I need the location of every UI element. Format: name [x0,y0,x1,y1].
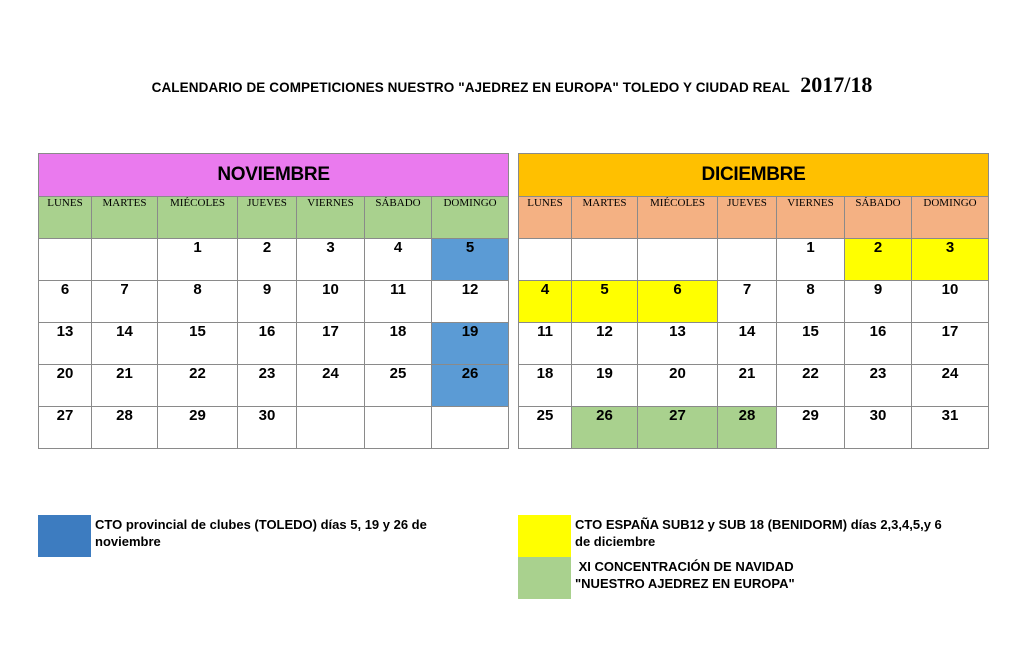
legend-green [518,557,988,599]
day-cell: 29 [158,407,238,449]
day-cell: 14 [718,323,777,365]
day-cell: 21 [92,365,158,407]
empty-day-cell [39,239,92,281]
empty-day-cell [92,239,158,281]
legend-text-yellow: CTO ESPAÑA SUB12 y SUB 18 (BENIDORM) días 2,3,4,5,y 6 de diciembre [575,517,942,549]
day-cell: 20 [39,365,92,407]
day-cell: 23 [845,365,912,407]
week-row [39,281,509,323]
day-cell: 11 [519,323,572,365]
day-cell: 16 [845,323,912,365]
legend-yellow [518,515,988,557]
empty-day-cell [297,407,365,449]
day-cell: 24 [297,365,365,407]
empty-day-cell [432,407,509,449]
day-cell: 8 [158,281,238,323]
weekday-label: VIERNES [297,197,365,239]
day-cell: 11 [365,281,432,323]
day-cell: 25 [519,407,572,449]
legend-swatch-blue [38,515,91,557]
empty-day-cell [718,239,777,281]
day-cell: 26 [432,365,509,407]
day-cell: 15 [777,323,845,365]
day-cell: 18 [365,323,432,365]
empty-day-cell [638,239,718,281]
weekday-label: JUEVES [238,197,297,239]
day-cell: 5 [432,239,509,281]
day-cell: 14 [92,323,158,365]
day-cell: 19 [432,323,509,365]
weekday-label: MARTES [92,197,158,239]
day-cell: 28 [718,407,777,449]
day-cell: 9 [238,281,297,323]
day-cell: 27 [39,407,92,449]
day-cell: 3 [912,239,989,281]
month-header-december: DICIEMBRE [519,154,989,197]
day-cell: 13 [638,323,718,365]
day-cell: 17 [912,323,989,365]
day-cell: 15 [158,323,238,365]
day-cell: 2 [845,239,912,281]
weekday-label: MIÉCOLES [638,197,718,239]
week-row [39,407,509,449]
day-cell: 3 [297,239,365,281]
day-cell: 5 [572,281,638,323]
week-row [519,281,989,323]
title-text: CALENDARIO DE COMPETICIONES NUESTRO "AJEDREZ EN EUROPA" TOLEDO Y CIUDAD REAL [151,80,790,95]
day-cell: 22 [777,365,845,407]
day-cell: 26 [572,407,638,449]
weekday-label: LUNES [39,197,92,239]
week-row [519,407,989,449]
day-cell: 6 [638,281,718,323]
day-cell: 17 [297,323,365,365]
day-cell: 10 [297,281,365,323]
day-cell: 31 [912,407,989,449]
day-cell: 20 [638,365,718,407]
day-cell: 1 [777,239,845,281]
legend-text-green [575,558,975,592]
legend-swatch-green [518,557,571,599]
day-cell: 12 [432,281,509,323]
legend-text-green-line2: "NUESTRO AJEDREZ EN EUROPA" [575,576,795,591]
empty-day-cell [365,407,432,449]
day-cell: 30 [238,407,297,449]
day-cell: 2 [238,239,297,281]
week-row [39,239,509,281]
weekday-label: MIÉCOLES [158,197,238,239]
day-cell: 8 [777,281,845,323]
day-cell: 12 [572,323,638,365]
weekday-label: DOMINGO [912,197,989,239]
weekday-label: DOMINGO [432,197,509,239]
weekday-label: LUNES [519,197,572,239]
legend-blue [38,515,478,557]
weekday-label: SÁBADO [845,197,912,239]
day-cell: 19 [572,365,638,407]
day-cell: 24 [912,365,989,407]
day-cell: 13 [39,323,92,365]
week-row [519,323,989,365]
week-row [519,365,989,407]
week-row [519,239,989,281]
empty-day-cell [572,239,638,281]
legend-swatch-yellow [518,515,571,557]
day-cell: 25 [365,365,432,407]
calendar-november [38,153,509,449]
calendar-december [518,153,989,449]
weekday-row [39,197,509,239]
day-cell: 22 [158,365,238,407]
day-cell: 21 [718,365,777,407]
day-cell: 29 [777,407,845,449]
weekday-label: JUEVES [718,197,777,239]
week-row [39,365,509,407]
day-cell: 9 [845,281,912,323]
weekday-label: MARTES [572,197,638,239]
month-header-november: NOVIEMBRE [39,154,509,197]
day-cell: 1 [158,239,238,281]
title-year: 2017/18 [800,72,873,97]
day-cell: 4 [365,239,432,281]
week-row [39,323,509,365]
empty-day-cell [519,239,572,281]
weekday-label: VIERNES [777,197,845,239]
day-cell: 23 [238,365,297,407]
day-cell: 18 [519,365,572,407]
day-cell: 28 [92,407,158,449]
day-cell: 27 [638,407,718,449]
day-cell: 30 [845,407,912,449]
weekday-row [519,197,989,239]
day-cell: 4 [519,281,572,323]
page-title [0,72,1024,98]
legend-text-blue: CTO provincial de clubes (TOLEDO) días 5, 19 y 26 de noviembre [95,517,427,549]
day-cell: 10 [912,281,989,323]
day-cell: 7 [718,281,777,323]
day-cell: 16 [238,323,297,365]
day-cell: 6 [39,281,92,323]
day-cell: 7 [92,281,158,323]
legend-text-green-line1: XI CONCENTRACIÓN DE NAVIDAD [575,559,794,574]
weekday-label: SÁBADO [365,197,432,239]
